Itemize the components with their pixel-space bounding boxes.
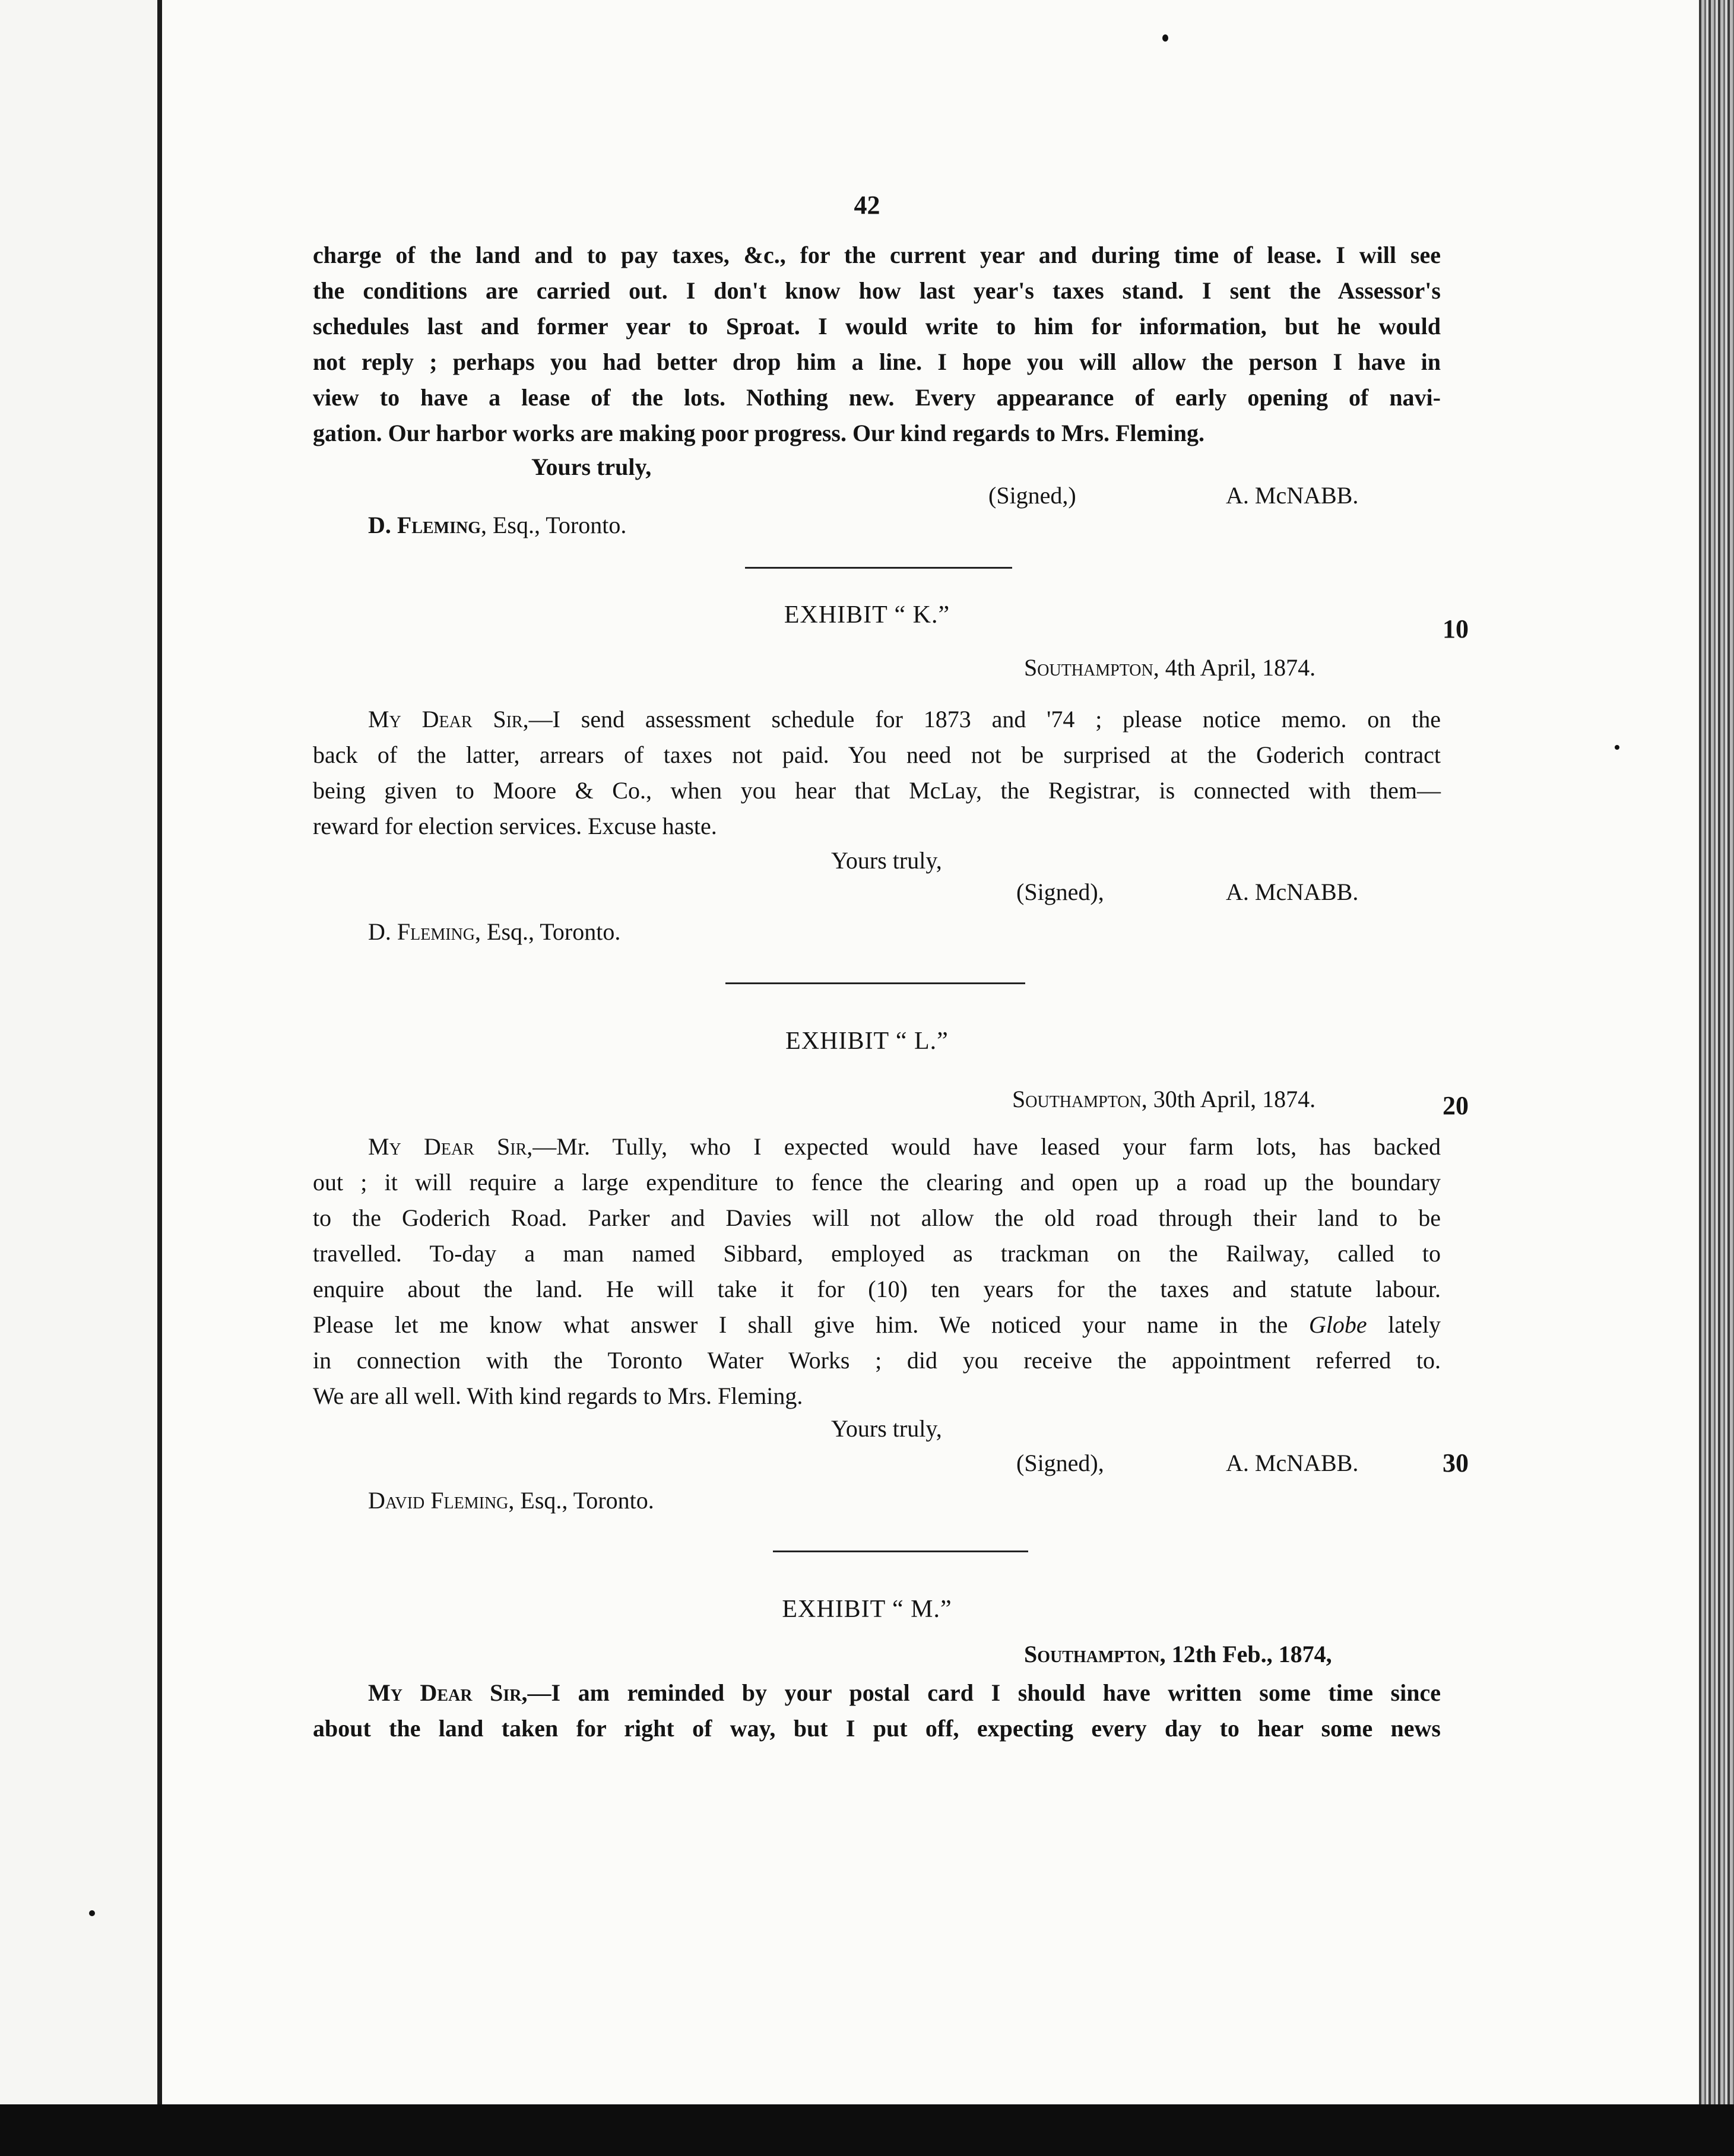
section-divider [745, 567, 1012, 569]
text-line: We are all well. With kind regards to Mrs. Fleming. [313, 1383, 803, 1409]
text-line: enquire about the land. He will take it for (10) ten years for the taxes and statute labour. [313, 1276, 1441, 1302]
text-span: Please let me know what answer I shall give him. We noticed your name in the [313, 1311, 1309, 1338]
exhibit-m-body [313, 1675, 1441, 1746]
text-line: schedules last and former year to Sproat. I would write to him for information, but he would [313, 313, 1441, 340]
scan-bottom-border [0, 2104, 1734, 2156]
salutation: My Dear Sir [368, 1679, 522, 1706]
date: , 4th April, 1874. [1153, 654, 1316, 681]
margin-line-number: 10 [1443, 614, 1469, 643]
section-divider [773, 1551, 1028, 1552]
text-line: charge of the land and to pay taxes, &c., for the current year and during time of lease. I will see [313, 242, 1441, 268]
text-line [313, 702, 1441, 737]
place: Southampton [1012, 1086, 1142, 1112]
closing: Yours truly, [831, 847, 942, 874]
date: , 30th April, 1874. [1141, 1086, 1316, 1112]
text-line: the conditions are carried out. I don't know how last year's taxes stand. I sent the Assessor's [313, 277, 1441, 304]
text-line: in connection with the Toronto Water Works ; did you receive the appointment referred to. [313, 1347, 1441, 1374]
text-line: gation. Our harbor works are making poor progress. Our kind regards to Mrs. Fleming. [313, 420, 1204, 446]
text-line: travelled. To-day a man named Sibbard, employed as trackman on the Railway, called to [313, 1240, 1441, 1267]
newspaper-title: Globe [1308, 1311, 1367, 1338]
exhibit-m-dateline [1024, 1640, 1332, 1669]
text-line: about the land taken for right of way, but I put off, expecting every day to hear some news [313, 1715, 1441, 1742]
ink-speck [1162, 34, 1168, 42]
salutation: My Dear Sir [368, 706, 523, 733]
exhibit-l-dateline [1012, 1085, 1315, 1114]
date: , 12th Feb., 1874, [1159, 1641, 1332, 1667]
text-line: view to have a lease of the lots. Nothing new. Every appearance of early opening of navi- [313, 384, 1441, 411]
addressee-rest: , Esq., Toronto. [481, 512, 627, 538]
text-line: out ; it will require a large expenditure to fence the clearing and open up a road up the boundary [313, 1169, 1441, 1196]
exhibit-k-dateline [1024, 653, 1315, 683]
place: Southampton [1024, 1641, 1160, 1667]
binding-edge [157, 0, 162, 2156]
page-number: 42 [854, 191, 880, 220]
salutation: My Dear Sir [368, 1133, 527, 1160]
ink-speck [1615, 745, 1619, 750]
binding-shadow [0, 0, 157, 2156]
addressee [368, 511, 626, 540]
exhibit-l-heading: EXHIBIT “ L.” [785, 1028, 949, 1055]
text-line: being given to Moore & Co., when you hear that McLay, the Registrar, is connected with them— [313, 777, 1441, 804]
addressee-rest: , Esq., Toronto. [508, 1487, 654, 1514]
addressee-name: D. Fleming [368, 512, 481, 538]
signature: A. McNABB. [1226, 1450, 1359, 1476]
text-line: back of the latter, arrears of taxes not paid. You need not be surprised at the Goderich contract [313, 741, 1441, 768]
addressee-name: David Fleming [368, 1487, 509, 1514]
place: Southampton [1024, 654, 1153, 681]
exhibit-l-body [313, 1129, 1441, 1414]
margin-line-number: 30 [1443, 1448, 1469, 1478]
text-line: to the Goderich Road. Parker and Davies will not allow the old road through their land to be [313, 1204, 1441, 1231]
text-span: ,—I am reminded by your postal card I should have written some time since [521, 1679, 1441, 1706]
exhibit-k-heading: EXHIBIT “ K.” [784, 601, 950, 629]
page-stack-edge [1699, 0, 1734, 2156]
closing: Yours truly, [831, 1415, 942, 1442]
signed-label: (Signed), [1016, 879, 1104, 905]
addressee-name: D. Fleming [368, 918, 475, 945]
continuation-body [313, 237, 1441, 451]
addressee-rest: , Esq., Toronto. [475, 918, 621, 945]
exhibit-m-heading: EXHIBIT “ M.” [782, 1596, 952, 1623]
closing: Yours truly, [531, 454, 652, 480]
signature: A. McNABB. [1226, 482, 1359, 509]
text-line: not reply ; perhaps you had better drop him a line. I hope you will allow the person I have in [313, 348, 1441, 375]
text-span: lately [1367, 1311, 1441, 1338]
text-line [313, 1307, 1441, 1343]
text-span: ,—I send assessment schedule for 1873 and '74 ; please notice memo. on the [522, 706, 1441, 733]
signature: A. McNABB. [1226, 879, 1359, 905]
addressee [368, 1486, 654, 1515]
ink-speck [89, 1910, 95, 1916]
addressee [368, 917, 620, 947]
section-divider [725, 982, 1025, 984]
text-line [313, 1675, 1441, 1711]
margin-line-number: 20 [1443, 1091, 1469, 1120]
text-line [313, 1129, 1441, 1165]
signed-label: (Signed), [1016, 1450, 1104, 1476]
signed-label: (Signed,) [988, 482, 1076, 509]
exhibit-k-body [313, 702, 1441, 844]
text-line: reward for election services. Excuse haste. [313, 813, 717, 839]
text-span: ,—Mr. Tully, who I expected would have leased your farm lots, has backed [527, 1133, 1441, 1160]
